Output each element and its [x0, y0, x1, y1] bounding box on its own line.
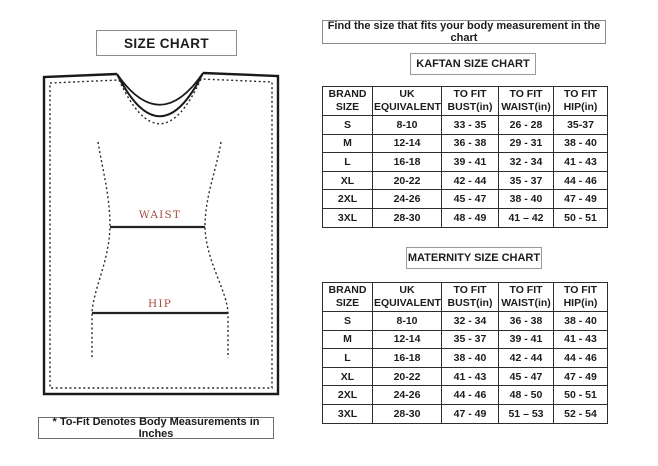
table-cell: 28-30 — [373, 404, 442, 423]
table-cell: 47 - 49 — [554, 190, 608, 209]
to-fit-note — [38, 417, 274, 439]
table-cell: 26 - 28 — [499, 116, 554, 135]
table-cell: 44 - 46 — [554, 349, 608, 368]
header-row — [323, 87, 608, 116]
column-header: TO FIT BUST(in) — [442, 283, 499, 312]
table-row — [323, 134, 608, 153]
to-fit-note-label: * To-Fit Denotes Body Measurements in Inches — [52, 416, 260, 440]
table-row — [323, 153, 608, 172]
table-cell: 38 - 40 — [442, 349, 499, 368]
find-size-header-label: Find the size that fits your body measurement in the chart — [327, 20, 601, 44]
table-cell: S — [323, 312, 373, 331]
column-header: TO FIT HIP(in) — [554, 87, 608, 116]
table-cell: 12-14 — [373, 330, 442, 349]
table-row — [323, 349, 608, 368]
table-cell: 12-14 — [373, 134, 442, 153]
table-cell: 47 - 49 — [554, 367, 608, 386]
table-cell: 36 - 38 — [499, 312, 554, 331]
table-cell: 35 - 37 — [442, 330, 499, 349]
table-cell: 35-37 — [554, 116, 608, 135]
table-row — [323, 312, 608, 331]
table-cell: 41 – 42 — [499, 208, 554, 227]
table-cell: 52 - 54 — [554, 404, 608, 423]
table-cell: 38 - 40 — [554, 312, 608, 331]
table-cell: 51 – 53 — [499, 404, 554, 423]
table-cell: 39 - 41 — [499, 330, 554, 349]
table-cell: 8-10 — [373, 116, 442, 135]
kaftan-garment-drawing — [30, 62, 286, 406]
body-silhouette-left-curve — [92, 142, 110, 358]
column-header: TO FIT HIP(in) — [554, 283, 608, 312]
table-cell: 45 - 47 — [499, 367, 554, 386]
table-row — [323, 116, 608, 135]
table-cell: 3XL — [323, 208, 373, 227]
table-cell: 47 - 49 — [442, 404, 499, 423]
table-cell: 24-26 — [373, 190, 442, 209]
header-row — [323, 283, 608, 312]
table-cell: 41 - 43 — [554, 330, 608, 349]
table-cell: 42 - 44 — [499, 349, 554, 368]
table-cell: 2XL — [323, 386, 373, 405]
table-cell: 16-18 — [373, 153, 442, 172]
column-header: BRAND SIZE — [323, 87, 373, 116]
table-cell: 50 - 51 — [554, 386, 608, 405]
table-cell: 32 - 34 — [499, 153, 554, 172]
column-header: TO FIT BUST(in) — [442, 87, 499, 116]
table-cell: XL — [323, 171, 373, 190]
column-header: UK EQUIVALENT — [373, 87, 442, 116]
table-cell: 48 - 49 — [442, 208, 499, 227]
table-cell: 33 - 35 — [442, 116, 499, 135]
table-cell: 20-22 — [373, 367, 442, 386]
table-cell: 32 - 34 — [442, 312, 499, 331]
maternity-size-table — [322, 282, 608, 424]
table-cell: 36 - 38 — [442, 134, 499, 153]
hip-label: HIP — [148, 298, 172, 310]
table-cell: 28-30 — [373, 208, 442, 227]
neckline-lower-curve — [117, 73, 203, 116]
table-row — [323, 404, 608, 423]
maternity-chart-title-label: MATERNITY SIZE CHART — [407, 252, 541, 264]
table-cell: M — [323, 330, 373, 349]
kaftan-size-table — [322, 86, 608, 228]
table-cell: 41 - 43 — [442, 367, 499, 386]
table-cell: 41 - 43 — [554, 153, 608, 172]
waist-label: WAIST — [138, 209, 182, 221]
find-size-header — [322, 20, 606, 44]
table-cell: 44 - 46 — [442, 386, 499, 405]
table-cell: 3XL — [323, 404, 373, 423]
kaftan-chart-title-label: KAFTAN SIZE CHART — [416, 58, 530, 70]
table-cell: 48 - 50 — [499, 386, 554, 405]
table-row — [323, 208, 608, 227]
table-cell: 8-10 — [373, 312, 442, 331]
kaftan-outline-svg — [30, 62, 286, 406]
table-cell: 39 - 41 — [442, 153, 499, 172]
table-cell: L — [323, 153, 373, 172]
table-cell: L — [323, 349, 373, 368]
table-cell: 38 - 40 — [499, 190, 554, 209]
table-cell: 44 - 46 — [554, 171, 608, 190]
table-cell: 35 - 37 — [499, 171, 554, 190]
table-cell: 2XL — [323, 190, 373, 209]
size-chart-title-label: SIZE CHART — [124, 35, 209, 51]
table-cell: S — [323, 116, 373, 135]
table-cell: 29 - 31 — [499, 134, 554, 153]
garment-outer-outline — [44, 73, 278, 394]
table-cell: 38 - 40 — [554, 134, 608, 153]
table-cell: 45 - 47 — [442, 190, 499, 209]
table-row — [323, 190, 608, 209]
table-cell: XL — [323, 367, 373, 386]
table-row — [323, 171, 608, 190]
table-cell: 42 - 44 — [442, 171, 499, 190]
table-cell: 50 - 51 — [554, 208, 608, 227]
table-row — [323, 386, 608, 405]
table-row — [323, 330, 608, 349]
body-silhouette-right-curve — [205, 142, 228, 358]
kaftan-chart-title — [410, 53, 536, 75]
column-header: UK EQUIVALENT — [373, 283, 442, 312]
table-cell: 16-18 — [373, 349, 442, 368]
column-header: TO FIT WAIST(in) — [499, 283, 554, 312]
table-row — [323, 367, 608, 386]
table-cell: M — [323, 134, 373, 153]
garment-inner-dotted-outline — [50, 79, 272, 388]
maternity-chart-title — [406, 247, 542, 269]
column-header: BRAND SIZE — [323, 283, 373, 312]
column-header: TO FIT WAIST(in) — [499, 87, 554, 116]
size-chart-title — [96, 30, 237, 56]
table-cell: 20-22 — [373, 171, 442, 190]
table-cell: 24-26 — [373, 386, 442, 405]
